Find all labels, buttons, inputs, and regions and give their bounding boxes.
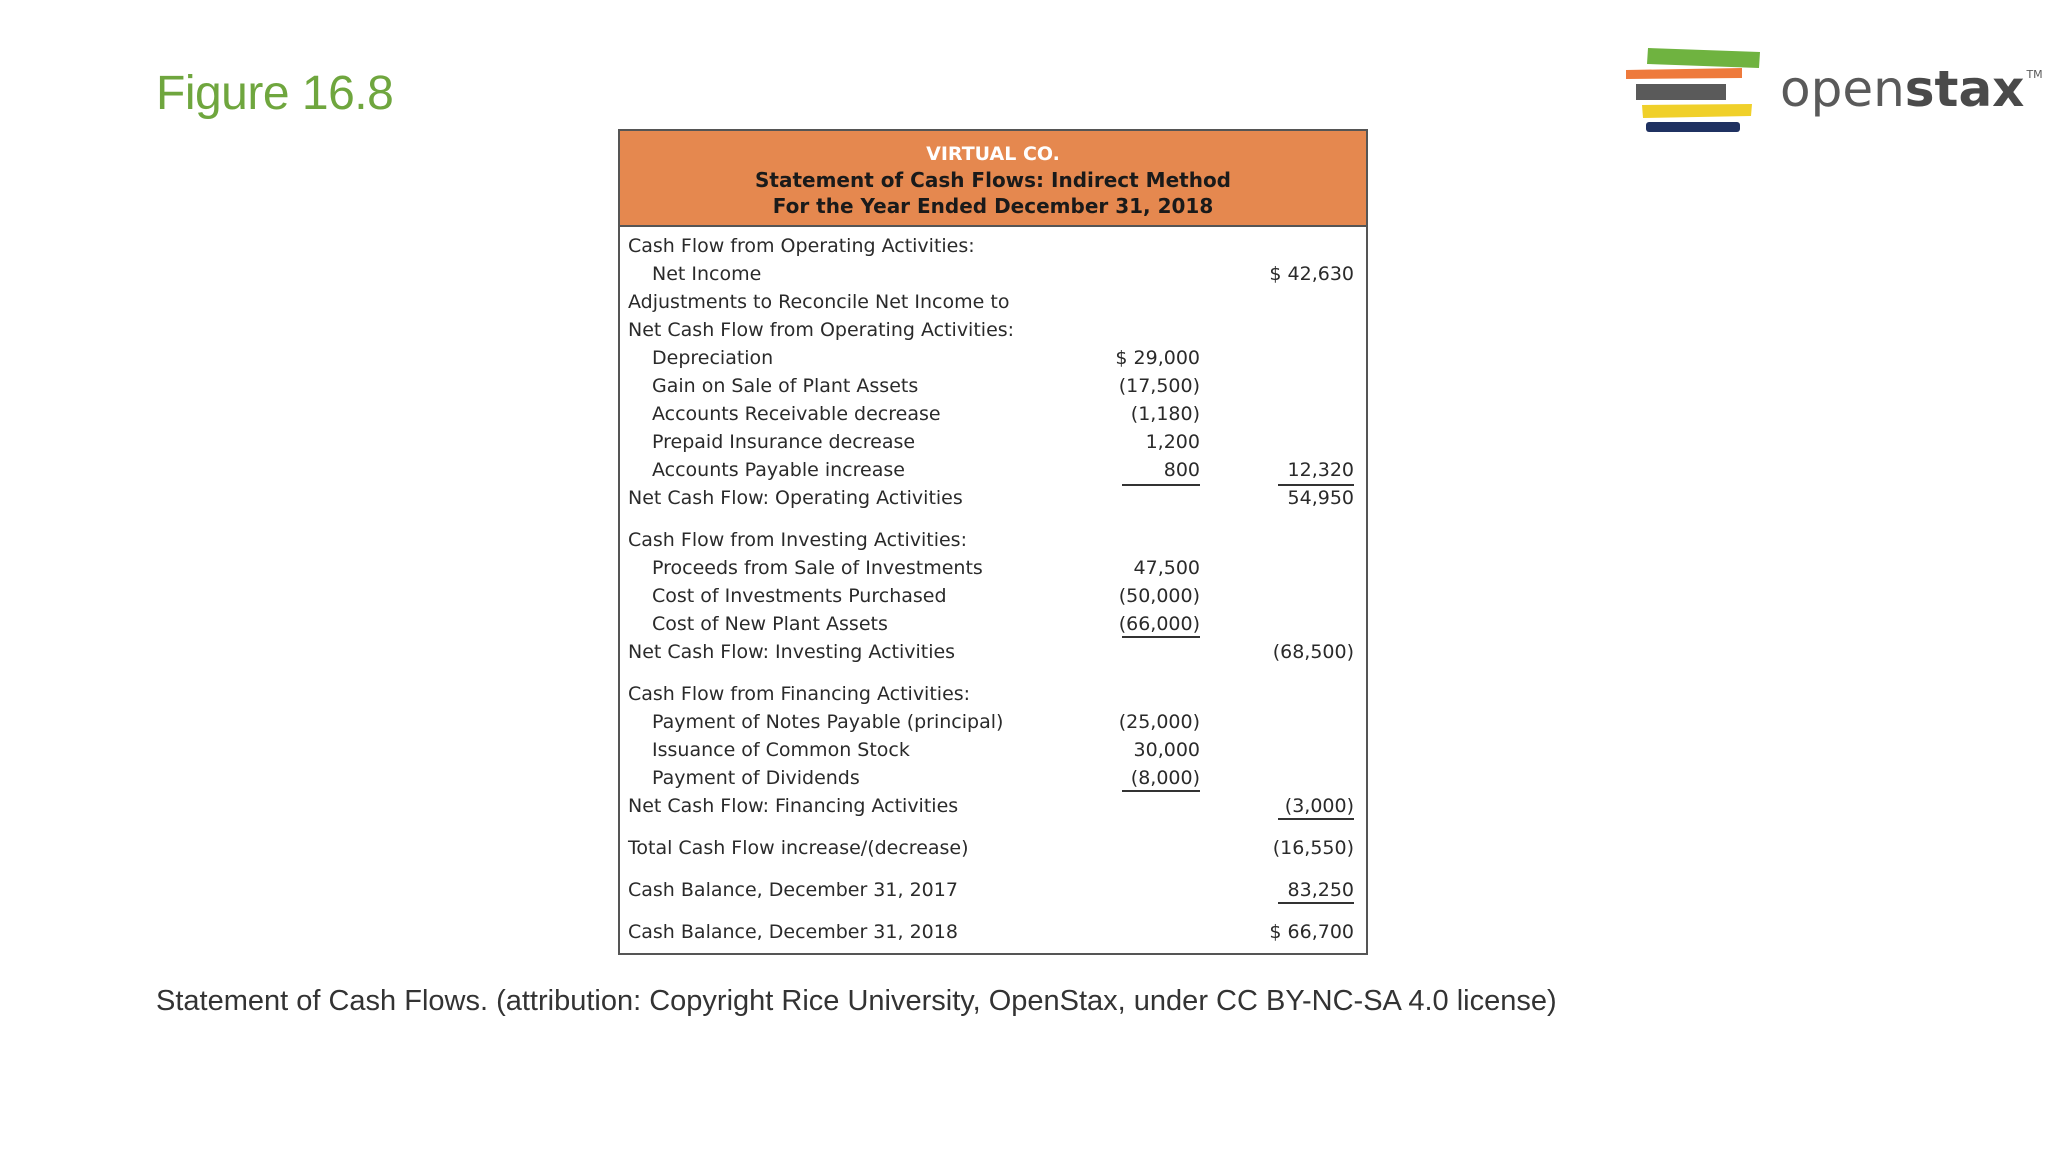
row-label: Net Cash Flow from Operating Activities: (628, 319, 1015, 341)
row-detail-value: (66,000) (1118, 613, 1200, 635)
underline (1278, 818, 1354, 820)
row-label: Net Cash Flow: Financing Activities (628, 795, 959, 817)
row-label: Cash Flow from Investing Activities: (628, 529, 967, 551)
row-total-value: (68,500) (1272, 641, 1354, 663)
statement-row (620, 526, 1366, 554)
statement-row (620, 610, 1366, 638)
row-detail-value: 47,500 (1133, 557, 1200, 579)
row-detail-value: 1,200 (1145, 431, 1200, 453)
row-label: Proceeds from Sale of Investments (652, 557, 983, 579)
row-detail-value: 30,000 (1133, 739, 1200, 761)
row-label: Net Cash Flow: Investing Activities (628, 641, 956, 663)
statement-row (620, 372, 1366, 400)
row-detail-value: (50,000) (1118, 585, 1200, 607)
row-detail-value: (1,180) (1130, 403, 1200, 425)
row-label: Cash Flow from Financing Activities: (628, 683, 971, 705)
row-label: Payment of Notes Payable (principal) (652, 711, 1004, 733)
statement-row (620, 834, 1366, 862)
row-label: Prepaid Insurance decrease (652, 431, 916, 453)
statement-row (620, 680, 1366, 708)
statement-row (620, 764, 1366, 792)
statement-row (620, 288, 1366, 316)
statement-row (620, 428, 1366, 456)
row-label: Adjustments to Reconcile Net Income to (628, 291, 1010, 313)
row-detail-value: (17,500) (1118, 375, 1200, 397)
row-label: Issuance of Common Stock (652, 739, 910, 761)
logo-wordmark: openstax ™ (1780, 60, 2043, 118)
statement-row (620, 260, 1366, 288)
row-label: Cost of New Plant Assets (652, 613, 888, 635)
figure-caption: Statement of Cash Flows. (attribution: Copyright Rice University, OpenStax, under CC BY-NC-SA 4.0 license) (156, 985, 1557, 1017)
statement-row (620, 638, 1366, 666)
statement-row (620, 708, 1366, 736)
statement-row (620, 736, 1366, 764)
statement-row (620, 316, 1366, 344)
statement-title: Statement of Cash Flows: Indirect Method (754, 168, 1231, 192)
row-label: Cash Balance, December 31, 2017 (628, 879, 958, 901)
statement-row (620, 484, 1366, 512)
row-label: Payment of Dividends (652, 767, 860, 789)
row-label: Accounts Payable increase (652, 459, 905, 481)
statement-row (620, 582, 1366, 610)
row-total-value: 83,250 (1287, 879, 1354, 901)
row-label: Cash Flow from Operating Activities: (628, 235, 975, 257)
row-label: Cost of Investments Purchased (652, 585, 947, 607)
row-total-value: (3,000) (1284, 795, 1354, 817)
book-stack-icon (1624, 46, 1774, 136)
statement-header (620, 131, 1366, 227)
figure-title: Figure 16.8 (156, 67, 394, 120)
row-label: Depreciation (652, 347, 774, 369)
statement-row (620, 400, 1366, 428)
row-total-value: (16,550) (1272, 837, 1354, 859)
row-total-value: 12,320 (1287, 459, 1354, 481)
row-label: Total Cash Flow increase/(decrease) (628, 837, 969, 859)
row-total-value: $ 66,700 (1269, 921, 1354, 943)
row-detail-value: (25,000) (1118, 711, 1200, 733)
underline (1278, 902, 1354, 904)
row-detail-value: (8,000) (1130, 767, 1200, 789)
row-total-value: $ 42,630 (1269, 263, 1354, 285)
statement-row (620, 918, 1366, 946)
openstax-logo (1624, 46, 2043, 136)
cash-flow-statement (618, 129, 1368, 955)
company-name: VIRTUAL CO. (926, 143, 1060, 165)
statement-row (620, 792, 1366, 820)
statement-row (620, 344, 1366, 372)
statement-row (620, 232, 1366, 260)
statement-row (620, 876, 1366, 904)
row-label: Net Cash Flow: Operating Activities (628, 487, 963, 509)
row-detail-value: $ 29,000 (1115, 347, 1200, 369)
row-label: Gain on Sale of Plant Assets (652, 375, 919, 397)
row-label: Cash Balance, December 31, 2018 (628, 921, 958, 943)
statement-row (620, 554, 1366, 582)
row-label: Accounts Receivable decrease (652, 403, 941, 425)
statement-row (620, 456, 1366, 484)
row-label: Net Income (652, 263, 762, 285)
row-total-value: 54,950 (1287, 487, 1354, 509)
statement-period: For the Year Ended December 31, 2018 (772, 194, 1214, 218)
row-detail-value: 800 (1163, 459, 1200, 481)
